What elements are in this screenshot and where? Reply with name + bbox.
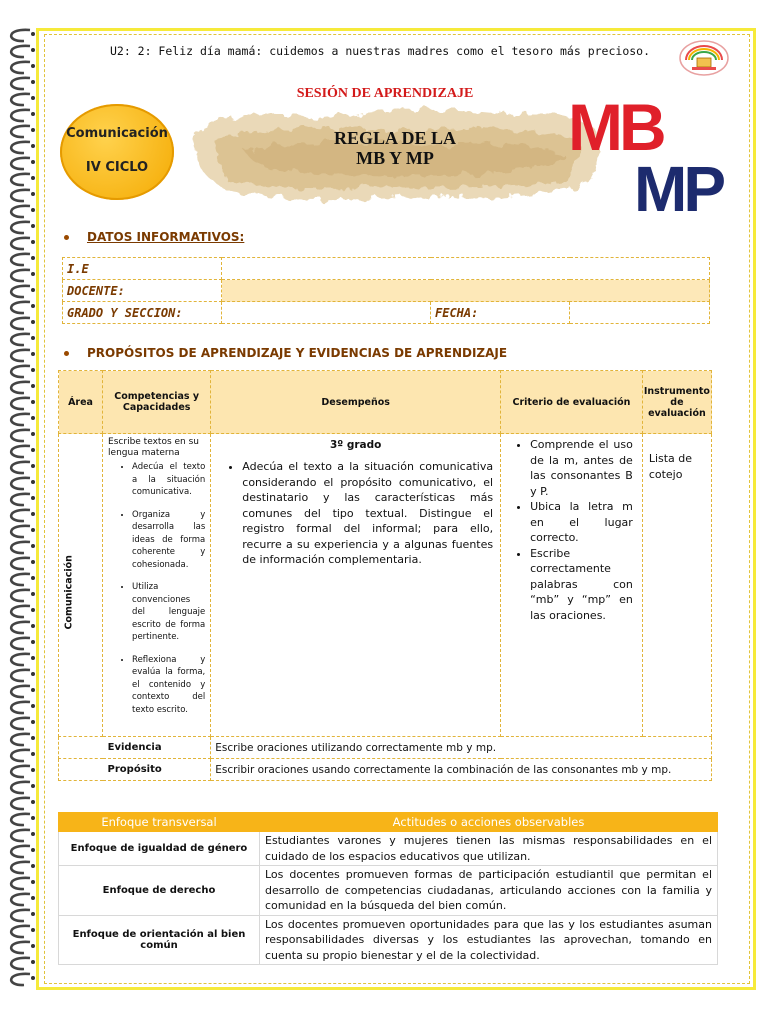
header-instrumento: Instrumento de evaluación: [642, 371, 711, 434]
spiral-ring: [11, 302, 30, 313]
spiral-ring: [11, 62, 30, 73]
proposito-label: Propósito: [59, 759, 211, 781]
spiral-hole: [31, 768, 35, 772]
spiral-hole: [31, 128, 35, 132]
spiral-ring: [11, 830, 30, 841]
docente-label: DOCENTE:: [63, 280, 222, 302]
spiral-hole: [31, 848, 35, 852]
instrumento-cell: [642, 434, 711, 737]
lesson-title-line2: MB Y MP: [356, 148, 434, 168]
grado-value[interactable]: [222, 302, 431, 324]
spiral-ring: [11, 558, 30, 569]
unit-title: U2: 2: Feliz día mamá: cuidemos a nuestras madres como el tesoro más precioso.: [109, 44, 651, 58]
evidencia-label: Evidencia: [59, 737, 211, 759]
spiral-ring: [11, 142, 30, 153]
bullet-icon: [64, 351, 69, 356]
fecha-value[interactable]: [570, 302, 710, 324]
spiral-ring: [11, 462, 30, 473]
spiral-hole: [31, 432, 35, 436]
spiral-hole: [31, 736, 35, 740]
spiral-hole: [31, 976, 35, 980]
spiral-ring: [11, 78, 30, 89]
propositos-table: [58, 370, 712, 781]
spiral-ring: [11, 366, 30, 377]
subject-badge: [60, 104, 174, 200]
spiral-hole: [31, 224, 35, 228]
spiral-hole: [31, 352, 35, 356]
spiral-hole: [31, 400, 35, 404]
spiral-hole: [31, 368, 35, 372]
spiral-hole: [31, 112, 35, 116]
spiral-hole: [31, 816, 35, 820]
spiral-hole: [31, 192, 35, 196]
spiral-hole: [31, 672, 35, 676]
capacidades-list: [104, 461, 209, 716]
spiral-hole: [31, 160, 35, 164]
enfoque-name: Enfoque de igualdad de género: [59, 832, 260, 866]
spiral-ring: [11, 958, 30, 969]
spiral-ring: [11, 798, 30, 809]
spiral-hole: [31, 880, 35, 884]
spiral-hole: [31, 624, 35, 628]
criterios-cell: [501, 434, 643, 737]
spiral-ring: [11, 398, 30, 409]
spiral-ring: [11, 318, 30, 329]
spiral-ring: [11, 862, 30, 873]
fecha-label: FECHA:: [431, 302, 570, 324]
area-label: Comunicación: [63, 555, 75, 630]
spiral-ring: [11, 526, 30, 537]
list-item: • Adecúa el texto a la situación comunicativa considerando el propósito comunicativo, el destinatario y las características más comunes del tipo textual. Distingue el registro formal del informal; para ello, recurre a su experiencia y a algunas fuentes de información complementaria.: [242, 459, 499, 568]
area-cell: [59, 434, 103, 737]
spiral-ring: [11, 382, 30, 393]
spiral-hole: [31, 48, 35, 52]
lesson-title: [290, 128, 500, 168]
list-item: • Organiza y desarrolla las ideas de forma coherente y cohesionada.: [132, 509, 209, 572]
desempenos-list: [212, 459, 499, 568]
spiral-hole: [31, 912, 35, 916]
spiral-hole: [31, 240, 35, 244]
spiral-hole: [31, 208, 35, 212]
spiral-ring: [11, 702, 30, 713]
spiral-ring: [11, 510, 30, 521]
spiral-hole: [31, 336, 35, 340]
spiral-hole: [31, 928, 35, 932]
grade-label: 3º grado: [329, 439, 382, 451]
spiral-hole: [31, 64, 35, 68]
spiral-ring: [11, 942, 30, 953]
spiral-hole: [31, 80, 35, 84]
spiral-ring: [11, 574, 30, 585]
spiral-ring: [11, 478, 30, 489]
spiral-hole: [31, 32, 35, 36]
spiral-ring: [11, 46, 30, 57]
competencia-title: Escribe textos en su lengua materna: [108, 437, 199, 458]
spiral-hole: [31, 272, 35, 276]
mp-logo: MP: [634, 153, 722, 225]
enfoque-text: Los docentes promueven formas de participación estudiantil que permitan el desarrollo de competencias ciudadanas, articulando acciones con la familia y comunidad en la búsqueda del bien común.: [260, 866, 718, 916]
cycle-label: IV CICLO: [85, 160, 149, 175]
competencias-cell: [103, 434, 211, 737]
spiral-hole: [31, 720, 35, 724]
spiral-hole: [31, 304, 35, 308]
list-item: • Reflexiona y evalúa la forma, el contenido y contexto del texto escrito.: [132, 654, 209, 717]
spiral-ring: [11, 94, 30, 105]
spiral-hole: [31, 640, 35, 644]
enfoque-text: Estudiantes varones y mujeres tienen las mismas responsabilidades en el cuidado de los espacios educativos que utilizan.: [260, 832, 718, 866]
docente-value[interactable]: [222, 280, 710, 302]
list-item: • Ubica la letra m en el lugar correcto.: [530, 499, 641, 546]
spiral-hole: [31, 448, 35, 452]
spiral-ring: [11, 654, 30, 665]
spiral-ring: [11, 606, 30, 617]
spiral-hole: [31, 688, 35, 692]
spiral-hole: [31, 704, 35, 708]
spiral-hole: [31, 896, 35, 900]
criterios-list: [502, 437, 641, 623]
evidencia-value: Escribe oraciones utilizando correctamente mb y mp.: [211, 737, 712, 759]
spiral-ring: [11, 414, 30, 425]
enfoque-text: Los docentes promueven oportunidades para que las y los estudiantes asuman responsabilidades diversas y los estudiantes las aprovechan, tomando en cuenta su propio bienestar y el de la colectividad.: [260, 915, 718, 965]
desempenos-cell: [211, 434, 501, 737]
header-actitudes: Actitudes o acciones observables: [260, 813, 718, 832]
spiral-hole: [31, 96, 35, 100]
spiral-ring: [11, 30, 30, 41]
spiral-ring: [11, 110, 30, 121]
spiral-hole: [31, 960, 35, 964]
mb-logo: MB: [568, 90, 663, 164]
spiral-ring: [11, 350, 30, 361]
school-logo-icon: [678, 38, 730, 76]
list-item: • Comprende el uso de la m, antes de las consonantes B y P.: [530, 437, 641, 499]
spiral-hole: [31, 608, 35, 612]
spiral-ring: [11, 734, 30, 745]
header-desempenos: Desempeños: [211, 371, 501, 434]
spiral-ring: [11, 174, 30, 185]
subject-label: Comunicación: [66, 126, 168, 141]
grado-label: GRADO Y SECCION:: [63, 302, 222, 324]
spiral-hole: [31, 496, 35, 500]
spiral-hole: [31, 176, 35, 180]
datos-heading: DATOS INFORMATIVOS:: [64, 230, 244, 244]
spiral-ring: [11, 270, 30, 281]
spiral-hole: [31, 800, 35, 804]
spiral-ring: [11, 750, 30, 761]
spiral-ring: [11, 542, 30, 553]
spiral-hole: [31, 544, 35, 548]
spiral-ring: [11, 974, 30, 985]
spiral-ring: [11, 222, 30, 233]
spiral-ring: [11, 622, 30, 633]
spiral-hole: [31, 784, 35, 788]
proposito-value: Escribir oraciones usando correctamente la combinación de las consonantes mb y mp.: [211, 759, 712, 781]
spiral-ring: [11, 670, 30, 681]
spiral-ring: [11, 494, 30, 505]
spiral-ring: [11, 334, 30, 345]
spiral-hole: [31, 416, 35, 420]
spiral-ring: [11, 446, 30, 457]
spiral-hole: [31, 464, 35, 468]
enfoque-name: Enfoque de orientación al bien común: [59, 915, 260, 965]
spiral-hole: [31, 576, 35, 580]
spiral-ring: [11, 638, 30, 649]
spiral-hole: [31, 864, 35, 868]
spiral-hole: [31, 480, 35, 484]
spiral-ring: [11, 846, 30, 857]
enfoque-name: Enfoque de derecho: [59, 866, 260, 916]
spiral-ring: [11, 766, 30, 777]
header-competencias: Competencias y Capacidades: [103, 371, 211, 434]
header-criterio: Criterio de evaluación: [501, 371, 643, 434]
spiral-ring: [11, 238, 30, 249]
spiral-ring: [11, 590, 30, 601]
spiral-ring: [11, 686, 30, 697]
spiral-hole: [31, 288, 35, 292]
spiral-hole: [31, 512, 35, 516]
ie-label: I.E: [63, 258, 222, 280]
list-item: • Escribe correctamente palabras con “mb” y “mp” en las oraciones.: [530, 546, 641, 624]
session-label: SESIÓN DE APRENDIZAJE: [296, 86, 474, 101]
spiral-ring: [11, 718, 30, 729]
spiral-ring: [11, 910, 30, 921]
spiral-ring: [11, 430, 30, 441]
spiral-ring: [11, 894, 30, 905]
spiral-hole: [31, 832, 35, 836]
spiral-hole: [31, 384, 35, 388]
spiral-hole: [31, 144, 35, 148]
spiral-ring: [11, 878, 30, 889]
list-item: • Adecúa el texto a la situación comunicativa.: [132, 461, 209, 499]
spiral-hole: [31, 592, 35, 596]
spiral-hole: [31, 752, 35, 756]
lesson-title-line1: REGLA DE LA: [333, 128, 457, 148]
spiral-hole: [31, 528, 35, 532]
spiral-hole: [31, 320, 35, 324]
spiral-hole: [31, 944, 35, 948]
header-enfoque: Enfoque transversal: [59, 813, 260, 832]
spiral-ring: [11, 814, 30, 825]
propositos-heading: PROPÓSITOS DE APRENDIZAJE Y EVIDENCIAS DE APRENDIZAJE: [64, 346, 507, 360]
spiral-ring: [11, 286, 30, 297]
spiral-ring: [11, 158, 30, 169]
instrumento-value: Lista de cotejo: [648, 452, 693, 481]
spiral-ring: [11, 782, 30, 793]
header-area: Área: [59, 371, 103, 434]
spiral-hole: [31, 256, 35, 260]
spiral-ring: [11, 926, 30, 937]
bullet-icon: [64, 235, 69, 240]
spiral-ring: [11, 126, 30, 137]
spiral-hole: [31, 656, 35, 660]
spiral-hole: [31, 560, 35, 564]
list-item: • Utiliza convenciones del lenguaje escrito de forma pertinente.: [132, 581, 209, 644]
spiral-ring: [11, 206, 30, 217]
enfoques-table: [58, 812, 718, 965]
ie-value[interactable]: [222, 258, 710, 280]
spiral-ring: [11, 190, 30, 201]
datos-table: [62, 257, 710, 324]
spiral-ring: [11, 254, 30, 265]
